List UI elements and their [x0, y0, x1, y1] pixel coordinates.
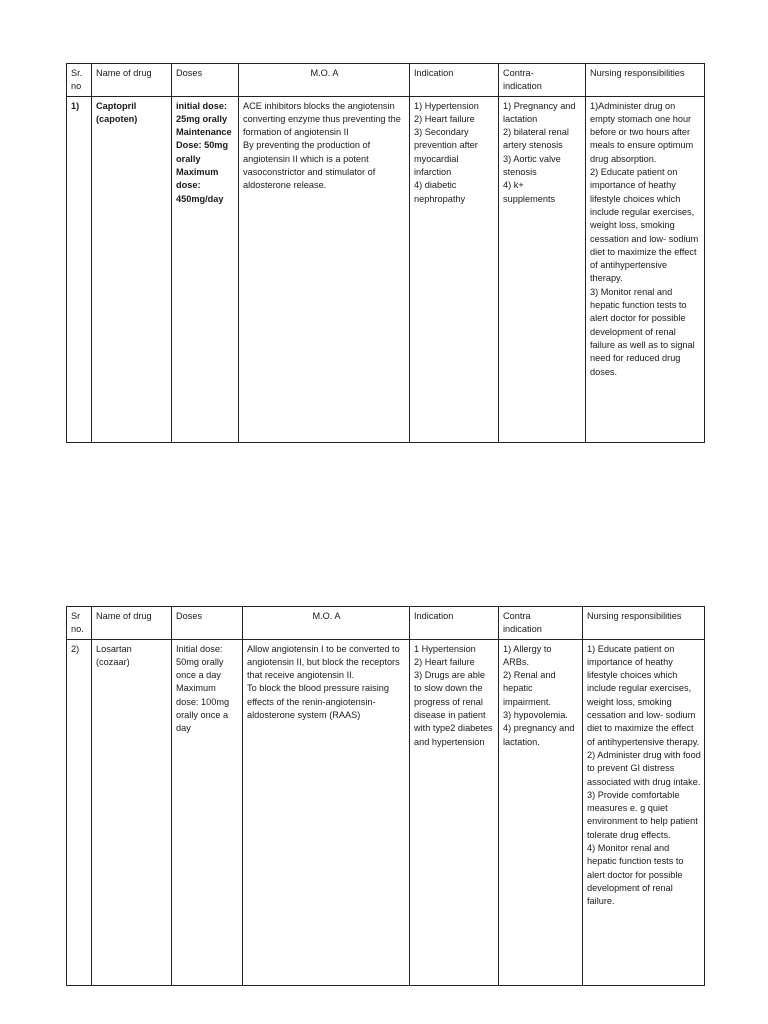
header-moa: M.O. A [239, 64, 410, 97]
table-row [67, 639, 705, 985]
header-nursing-responsibilities: Nursing responsibilities [586, 64, 705, 97]
cell-nursing-responsibilities: 1) Educate patient on importance of heathy lifestyle choices which include regular exercises, weight loss, smoking cessation and low- sodium diet to maximize the effect of antihypertensive therapy. 2) Administer drug with food to prevent GI distress associated with drug intake. 3) Provide comfortable measures e. g quiet environment to help patient tolerate drug effects. 4) Monitor renal and hepatic function tests to alert doctor for possible development of renal failure. [583, 639, 705, 985]
header-doses: Doses [172, 607, 243, 640]
header-contra-indication: Contra- indication [499, 64, 586, 97]
cell-sr-no: 2) [67, 639, 92, 985]
header-doses: Doses [172, 64, 239, 97]
cell-doses: initial dose: 25mg orally Maintenance Dose: 50mg orally Maximum dose: 450mg/day [172, 96, 239, 442]
cell-doses: Initial dose: 50mg orally once a day Maximum dose: 100mg orally once a day [172, 639, 243, 985]
header-sr-no: Sr. no [67, 64, 92, 97]
header-name-of-drug: Name of drug [92, 64, 172, 97]
cell-drug-name: Captopril (capoten) [92, 96, 172, 442]
cell-moa: Allow angiotensin I to be converted to angiotensin II, but block the receptors that receive angiotensin II. To block the blood pressure raising effects of the renin-angiotensin-aldosterone system (RAAS) [243, 639, 410, 985]
cell-contra-indication: 1) Allergy to ARBs. 2) Renal and hepatic impairment. 3) hypovolemia. 4) pregnancy and lactation. [499, 639, 583, 985]
header-nursing-responsibilities: Nursing responsibilities [583, 607, 705, 640]
cell-moa: ACE inhibitors blocks the angiotensin converting enzyme thus preventing the formation of angiotensin II By preventing the production of angiotensin II which is a potent vasoconstrictor and stimulator of aldosterone release. [239, 96, 410, 442]
header-indication: Indication [410, 64, 499, 97]
header-moa: M.O. A [243, 607, 410, 640]
table-header-row [67, 607, 705, 640]
losartan-drug-table [66, 606, 705, 986]
cell-drug-name: Losartan (cozaar) [92, 639, 172, 985]
cell-indication: 1) Hypertension 2) Heart failure 3) Secondary prevention after myocardial infarction 4) diabetic nephropathy [410, 96, 499, 442]
table-row [67, 96, 705, 442]
cell-contra-indication: 1) Pregnancy and lactation 2) bilateral renal artery stenosis 3) Aortic valve stenosis 4) k+ supplements [499, 96, 586, 442]
table-header-row [67, 64, 705, 97]
header-name-of-drug: Name of drug [92, 607, 172, 640]
header-sr-no: Sr no. [67, 607, 92, 640]
captopril-drug-table [66, 63, 705, 443]
cell-indication: 1 Hypertension 2) Heart failure 3) Drugs are able to slow down the progress of renal disease in patient with type2 diabetes and hypertension [410, 639, 499, 985]
cell-nursing-responsibilities: 1)Administer drug on empty stomach one hour before or two hours after meals to ensure optimum drug absorption. 2) Educate patient on importance of heathy lifestyle choices which include regular exercises, weight loss, smoking cessation and low- sodium diet to maximize the effect of antihypertensive therapy. 3) Monitor renal and hepatic function tests to alert doctor for possible development of renal failure as well as to signal need for reduced drug doses. [586, 96, 705, 442]
header-contra-indication: Contra indication [499, 607, 583, 640]
cell-sr-no: 1) [67, 96, 92, 442]
header-indication: Indication [410, 607, 499, 640]
